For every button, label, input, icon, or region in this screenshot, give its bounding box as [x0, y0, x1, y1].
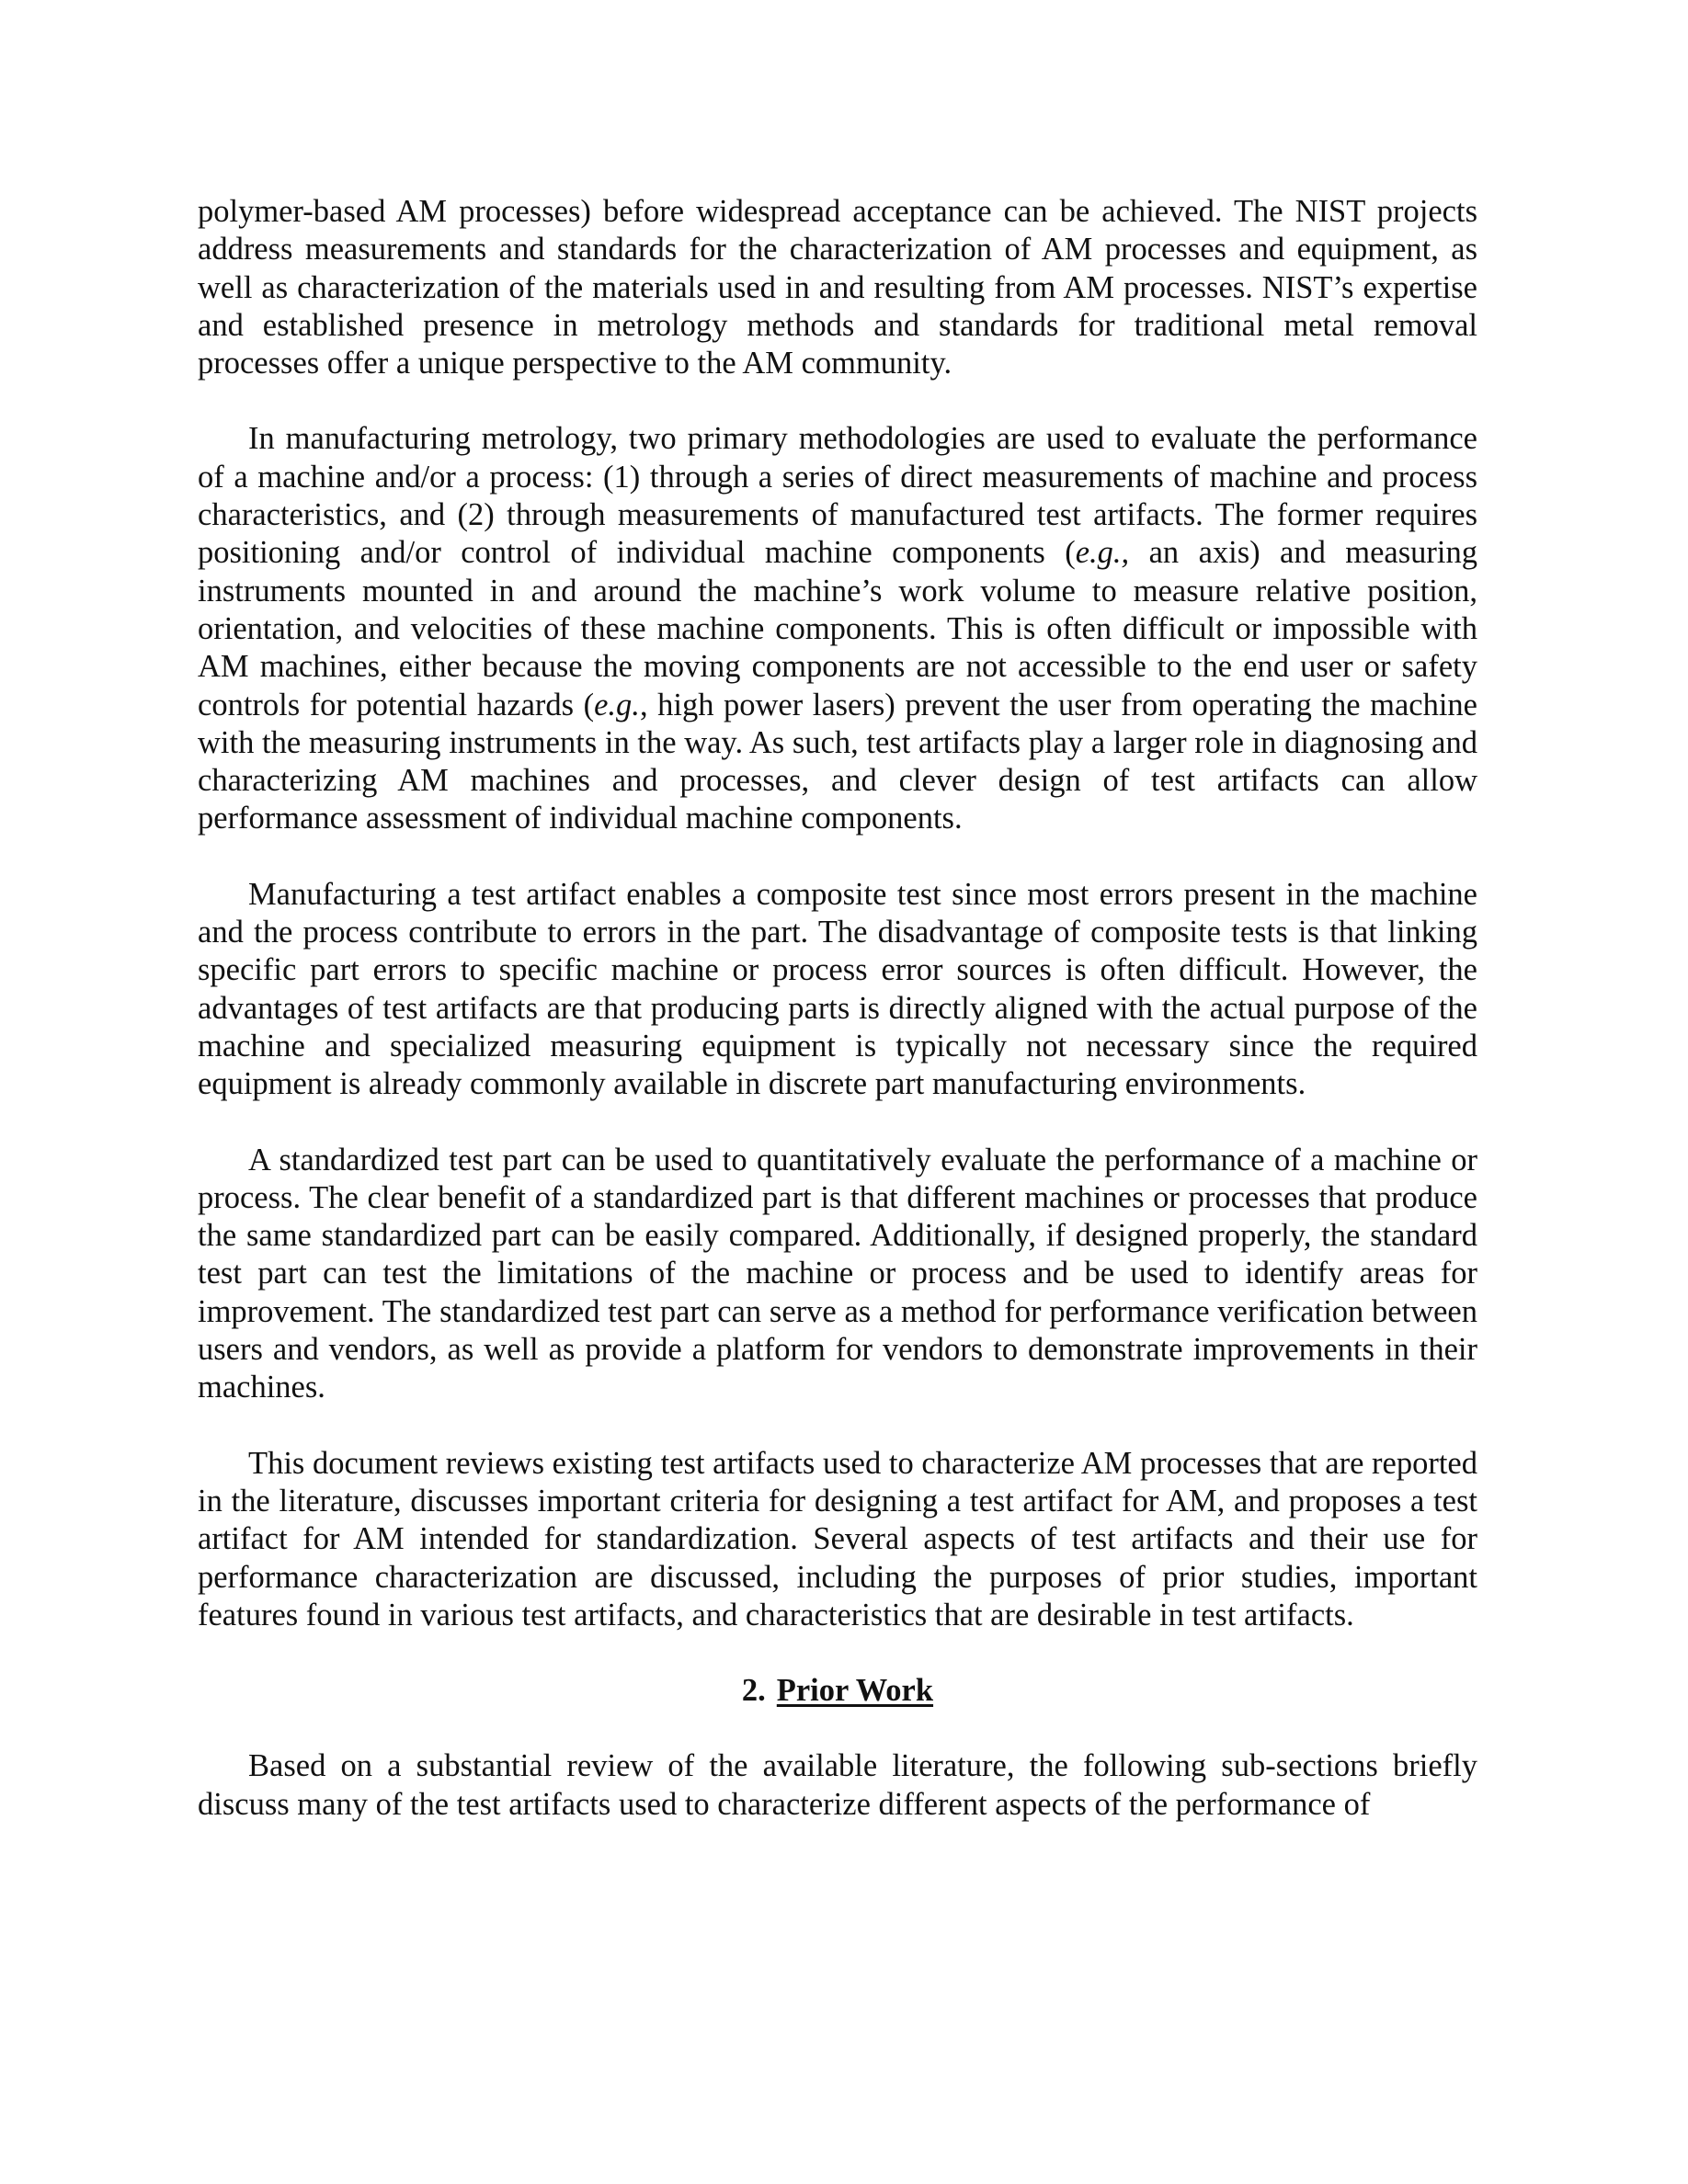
section-title: Prior Work: [776, 1673, 934, 1709]
paragraph-continuation: polymer-based AM processes) before widespread acceptance can be achieved. The NIST projects address measurements and standards for the characterization of AM processes and equipment, as well as characterization of the materials used in and resulting from AM processes. NIST’s expertise and established presence in metrology methods and standards for traditional metal removal processes offer a unique perspective to the AM community.: [198, 194, 1477, 381]
paragraph-standardized-part: A standardized test part can be used to quantitatively evaluate the performance of a machine or process. The clear benefit of a standardized part is that different machines or processes that produce the same standardized part can be easily compared. Additionally, if designed properly, the standard test part can test the limitations of the machine or process and be used to identify areas for improvement. The standardized test part can serve as a method for performance verification between users and vendors, as well as provide a platform for vendors to demonstrate improvements in their machines.: [198, 1142, 1477, 1405]
paragraph-text: In manufacturing metrology, two primary methodologies are used to evaluate the performance of a machine and/or a process: (1) through a series of direct measurements of machine and process characteristics, and (2) through measurements of manufactured test artifacts. The former requires positioning and/or control of individual machine components (: [198, 421, 1477, 571]
document-page: [198, 193, 1477, 1824]
paragraph-gap: [198, 1634, 1477, 1672]
paragraph-text: an axis) and measuring instruments mounted in and around the machine’s work volume to measure relative position, orientation, and velocities of these machine components. This is often difficult or impossible with AM machines, either because the moving components are not accessible to the end user or safety controls for potential hazards (: [198, 535, 1477, 722]
section-heading: [198, 1672, 1477, 1710]
italic-eg: e.g.: [594, 687, 640, 722]
paragraph-gap: [198, 1407, 1477, 1445]
paragraph-gap: [198, 1104, 1477, 1142]
paragraph-gap: [198, 1710, 1477, 1747]
paragraph-text: , high power lasers) prevent the user from operating the machine with the measuring instruments in the way. As such, test artifacts play a larger role in diagnosing and characterizing AM machines and processes, and clever design of test artifacts can allow performance assessment of individual machine components.: [198, 687, 1477, 836]
paragraph-metrology: [198, 420, 1477, 837]
paragraph-composite-test: Manufacturing a test artifact enables a composite test since most errors present in the machine and the process contribute to errors in the part. The disadvantage of composite tests is that linking specific part errors to specific machine or process error sources is often difficult. However, the advantages of test artifacts are that producing parts is directly aligned with the actual purpose of the machine and specialized measuring equipment is typically not necessary since the required equipment is already commonly available in discrete part manufacturing environments.: [198, 876, 1477, 1102]
paragraph-prior-work: Based on a substantial review of the available literature, the following sub-sections briefly discuss many of the test artifacts used to characterize different aspects of the performance of: [198, 1748, 1477, 1822]
paragraph-gap: [198, 838, 1477, 876]
paragraph-document-review: This document reviews existing test artifacts used to characterize AM processes that are reported in the literature, discusses important criteria for designing a test artifact for AM, and proposes a test artifact for AM intended for standardization. Several aspects of test artifacts and their use for performance characterization are discussed, including the purposes of prior studies, important features found in various test artifacts, and characteristics that are desirable in test artifacts.: [198, 1445, 1477, 1632]
paragraph-gap: [198, 382, 1477, 420]
section-number: 2.: [741, 1673, 766, 1709]
italic-eg: e.g.,: [1075, 535, 1130, 571]
